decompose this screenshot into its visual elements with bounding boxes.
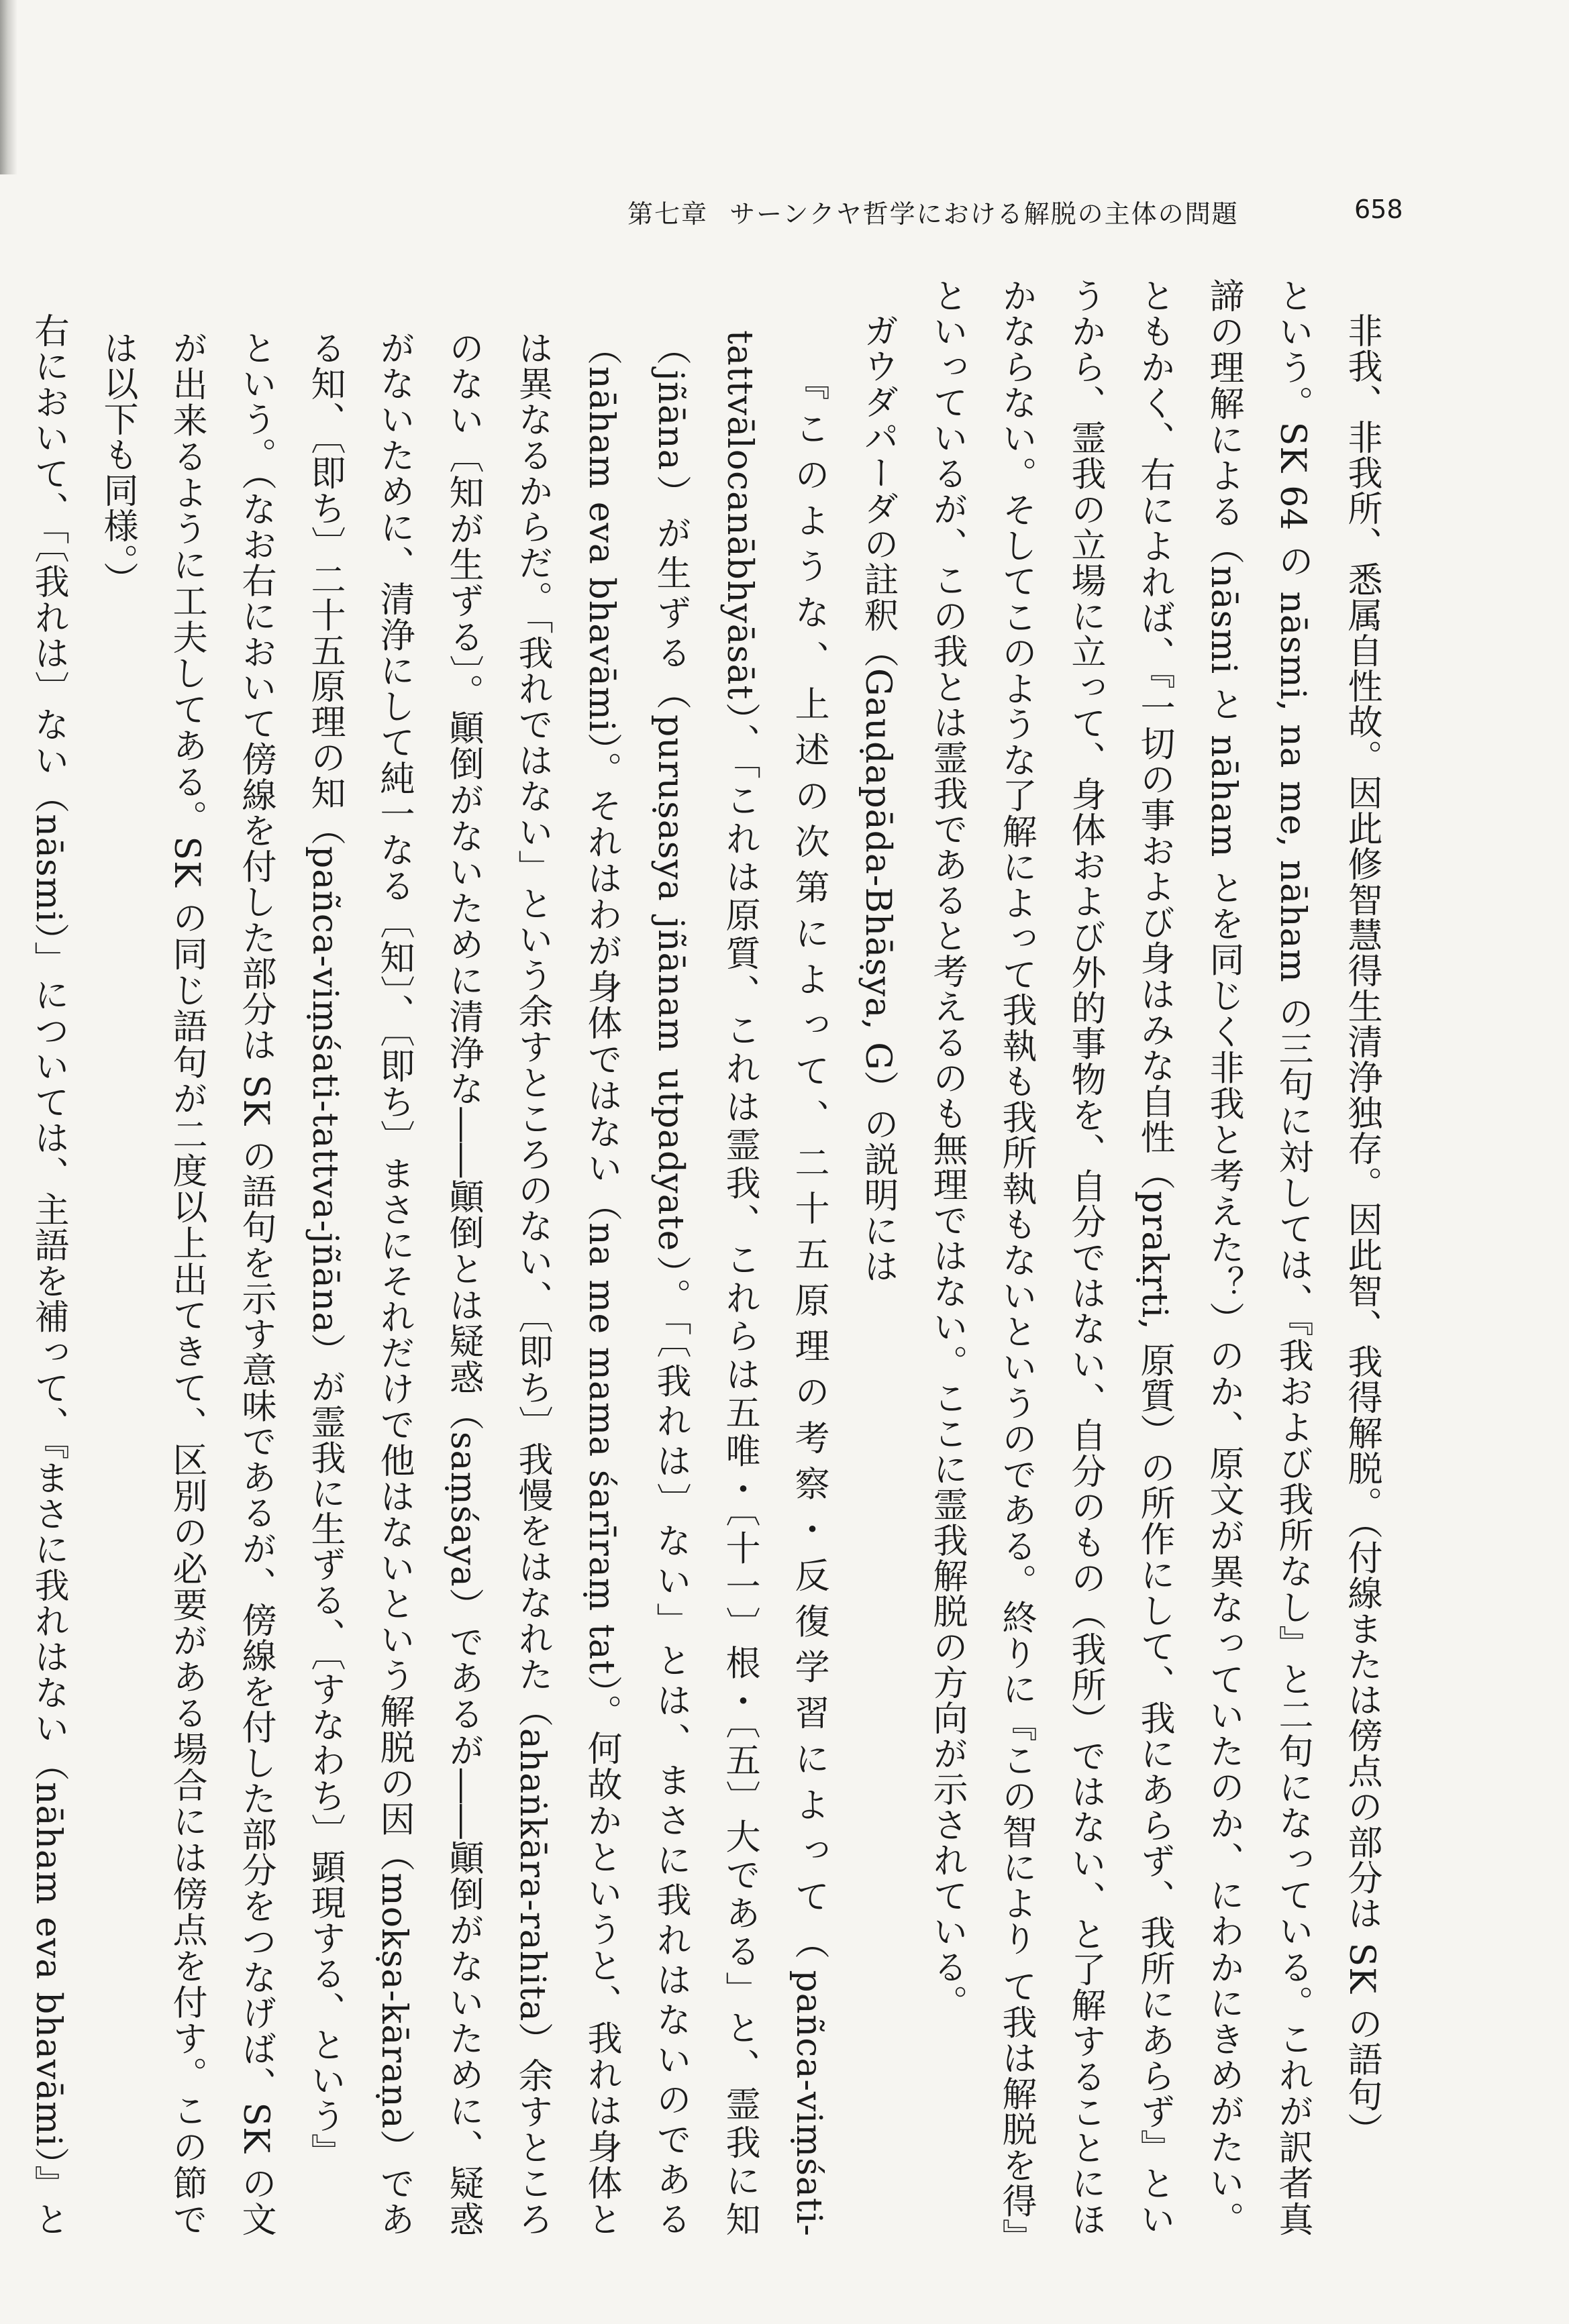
body-paragraph-4: 右において、「〔我れは〕ない（nāsmi）」については、主語を補って、『まさに我れはない（nāham eva bhavāmi）』と <box>28 313 68 2237</box>
running-header <box>627 193 1339 230</box>
quote-paragraph-1: 非我、非我所、悉属自性故。因此修智慧得生清浄独存。因此智、我得解脱。（付線または傍点の部分は SK の語句） <box>1342 313 1382 2148</box>
body-paragraph-3: という。（なお右において傍線を付した部分は SK の語句を示す意味であるが、傍線を付した部分をつなげば、SK の文が出来るように工夫してある。SK の同じ語句が二度以上出てきて、区別の必要がある場合には傍点を付す。この節では以下も同様。） <box>97 330 276 2237</box>
body-text <box>28 278 1396 2237</box>
body-paragraph-1: という。SK 64 の nāsmi, na me, nāham の三句に対しては、『我および我所なし』と二句になっている。これが訳者真諦の理解による（nāsmi と nāham とを同じく非我と考えた？）のか、原文が異なっていたのか、にわかにきめがたい。ともかく、右によれば、『一切の事および身はみな自性（prakṛti, 原質）の所作にして、我にあらず、我所にあらず』というから、霊我の立場に立って、身体および外的事物を、自分ではない、自分のもの（我所）ではない、と了解することにほかならない。そしてこのような了解によって我執も我所執もないというのである。終りに『この智により て我は解脱を得』といっているが、この我とは霊我であると考えるのも無理ではない。ここに霊我解脱の方向が示されている。 <box>927 278 1313 2237</box>
chapter-label: 第七章 <box>627 199 709 229</box>
chapter-title: サーンクヤ哲学における解脱の主体の問題 <box>729 199 1239 229</box>
body-paragraph-2: ガウダパーダの註釈（Gauḍapāda-Bhāṣya, G）の説明には <box>858 313 898 1284</box>
quote-paragraph-2: 『このような、上述の次第によって、二十五原理の考察・反復学習によって（pañca-viṃśati-tattvālocanābhyāsāt）、「これは原質、これは霊我、これらは五唯・〔十一〕根・〔五〕大である」と、霊我に知（jñāna）が生ずる（puruṣasya jñānam utpadyate）。「〔我れは〕ない」とは、まさに我れはないのである（nāham eva bhavāmi）。それはわが身体ではない（na me mama śarīraṃ tat）。何故かというと、我れは身体とは異なるからだ。「我れではない」という余すところのない、〔即ち〕我慢をはなれた（ahaṅkāra-rahita）余すところのない〔知が生ずる〕。顚倒がないために清浄な――顚倒とは疑惑（saṃśaya）であるが――顚倒がないために、疑惑がないために、清浄にして純一なる〔知〕、〔即ち〕まさにそれだけで他はないという解脱の因（mokṣa-kāraṇa）である知、〔即ち〕二十五原理の知（pañca-viṃśati-tattva-jñāna）が霊我に生ずる、〔すなわち〕顕現する、という』 <box>305 330 829 2237</box>
page-number: 658 <box>1354 195 1403 224</box>
scan-edge-shadow <box>0 0 17 174</box>
